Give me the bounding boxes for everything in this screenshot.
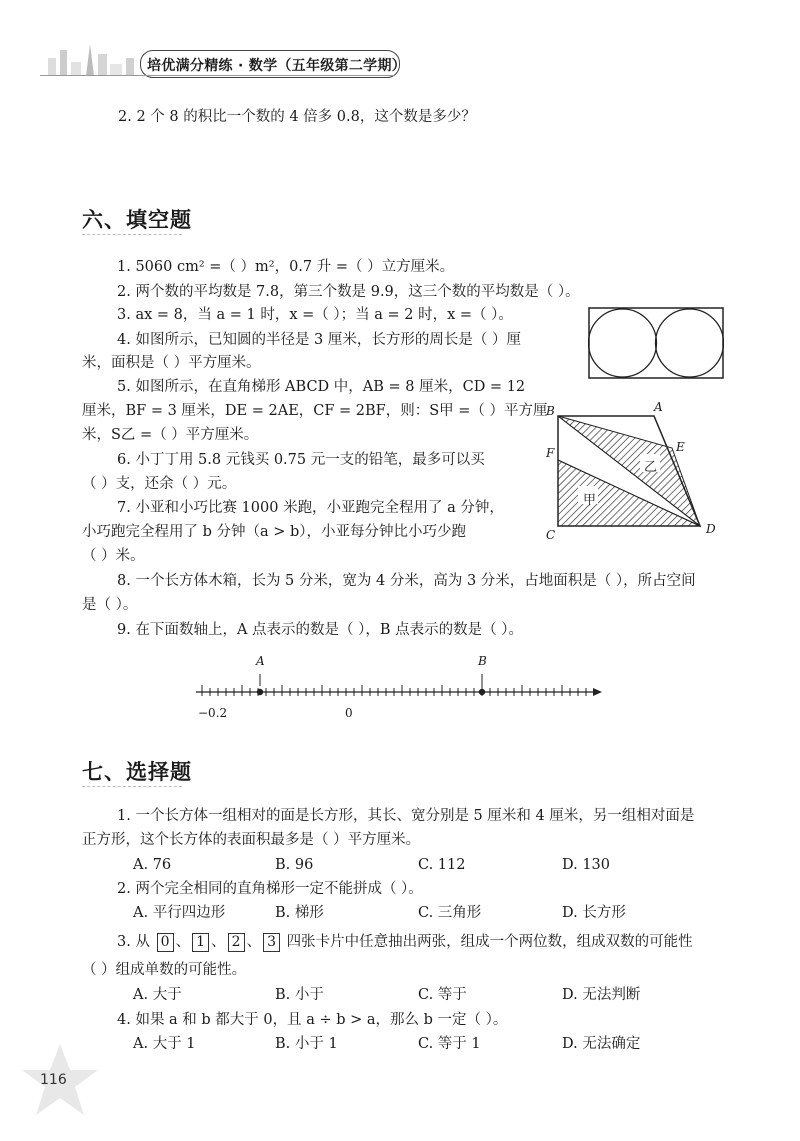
fill-q8-line2: 是（ ）。: [82, 597, 138, 613]
trapezoid-label-a: A: [654, 400, 663, 414]
section-title-multiple-choice: 七、选择题: [82, 760, 192, 784]
choice-q1-option-d: D. 130: [562, 857, 611, 873]
choice-q3-suffix: 四张卡片中任意抽出两张，组成一个两位数，组成双数的可能性: [286, 934, 693, 950]
fill-q7-line1: 7. 小亚和小巧比赛 1000 米跑，小亚跑完全程用了 a 分钟，: [117, 500, 504, 516]
choice-q3-line1: [117, 932, 693, 952]
card-separator: 、: [175, 934, 191, 950]
card-2: 2: [228, 933, 245, 952]
choice-q1-option-b: B. 96: [275, 857, 314, 873]
choice-q3-option-d: D. 无法判断: [562, 987, 641, 1003]
choice-q2-option-c: C. 三角形: [418, 905, 482, 921]
card-separator: 、: [211, 934, 226, 950]
numberline-label-b: B: [478, 654, 487, 668]
numberline-label-minus: −0.2: [198, 706, 228, 720]
section-rule: [82, 786, 182, 787]
fill-q6-line1: 6. 小丁丁用 5.8 元钱买 0.75 元一支的铅笔，最多可以买: [117, 452, 485, 468]
card-3: 3: [263, 933, 280, 952]
choice-q3-option-a: A. 大于: [133, 987, 182, 1003]
choice-q3-line2: （ ）组成单数的可能性。: [82, 962, 247, 978]
figure-two-circles-rectangle: [588, 307, 724, 379]
header-rule: [40, 75, 395, 76]
fill-q1: 1. 5060 cm² =（ ）m²，0.7 升 =（ ）立方厘米。: [117, 259, 455, 275]
header-skyline-decoration: [40, 40, 150, 76]
choice-q2-option-d: D. 长方形: [562, 905, 626, 921]
choice-q2: 2. 两个完全相同的直角梯形一定不能拼成（ ）。: [117, 881, 423, 897]
trapezoid-label-jia: 甲: [583, 493, 597, 508]
trapezoid-label-e: E: [676, 440, 685, 454]
fill-q3: 3. ax = 8，当 a = 1 时，x =（ ）；当 a = 2 时，x =（ ）。: [117, 307, 513, 323]
numberline-label-zero: 0: [345, 706, 353, 720]
fill-q5-line3: 米，S乙 =（ ）平方厘米。: [82, 427, 259, 443]
trapezoid-label-c: C: [546, 528, 556, 542]
fill-q8-line1: 8. 一个长方体木箱，长为 5 分米，宽为 4 分米，高为 3 分米，占地面积是（ ），所占空间: [117, 573, 696, 589]
fill-q2: 2. 两个数的平均数是 7.8，第三个数是 9.9，这三个数的平均数是（ ）。: [117, 284, 580, 300]
fill-q5-line2: 厘米，BF = 3 厘米，DE = 2AE，CF = 2BF，则：S甲 =（ ）平方厘: [82, 403, 548, 419]
choice-q4-option-a: A. 大于 1: [133, 1036, 196, 1052]
choice-q4-option-d: D. 无法确定: [562, 1036, 641, 1052]
fill-q9: 9. 在下面数轴上，A 点表示的数是（ ），B 点表示的数是（ ）。: [117, 622, 524, 638]
numberline-label-a: A: [256, 654, 265, 668]
fill-q4-line1: 4. 如图所示，已知圆的半径是 3 厘米，长方形的周长是（ ）厘: [117, 332, 521, 348]
trapezoid-label-yi: 乙: [644, 460, 658, 475]
choice-q1-line2: 正方形，这个长方体的表面积最多是（ ）平方厘米。: [82, 832, 421, 848]
trapezoid-label-f: F: [546, 446, 555, 460]
card-separator: 、: [246, 934, 262, 950]
choice-q3-prefix: 3. 从: [117, 934, 150, 950]
number-line: [190, 652, 610, 722]
problem-2-carryover: 2. 2 个 8 的积比一个数的 4 倍多 0.8，这个数是多少？: [118, 109, 476, 125]
header-title: 培优满分精练 · 数学（五年级第二学期）: [147, 58, 407, 74]
choice-q3-option-c: C. 等于: [418, 987, 467, 1003]
figure-trapezoid-abcd: [540, 398, 730, 546]
card-1: 1: [192, 933, 209, 952]
card-0: 0: [157, 933, 174, 952]
choice-q4-option-c: C. 等于 1: [418, 1036, 481, 1052]
choice-q4: 4. 如果 a 和 b 都大于 0，且 a ÷ b > a，那么 b 一定（ ）。: [117, 1012, 508, 1028]
fill-q5-line1: 5. 如图所示，在直角梯形 ABCD 中，AB = 8 厘米，CD = 12: [117, 379, 526, 395]
fill-q7-line3: （ ）米。: [82, 548, 145, 564]
page-number: 116: [40, 1072, 67, 1088]
choice-q1-option-a: A. 76: [133, 857, 172, 873]
choice-q2-option-a: A. 平行四边形: [133, 905, 226, 921]
choice-q2-option-b: B. 梯形: [275, 905, 324, 921]
choice-q3-option-b: B. 小于: [275, 987, 324, 1003]
choice-q1-line1: 1. 一个长方体一组相对的面是长方形，其长、宽分别是 5 厘米和 4 厘米，另一组相对面是: [117, 808, 695, 824]
fill-q7-line2: 小巧跑完全程用了 b 分钟（a > b），小亚每分钟比小巧少跑: [82, 524, 467, 540]
trapezoid-label-b: B: [546, 404, 555, 418]
choice-q1-option-c: C. 112: [418, 857, 466, 873]
fill-q6-line2: （ ）支，还余（ ）元。: [82, 476, 237, 492]
choice-q4-option-b: B. 小于 1: [275, 1036, 338, 1052]
fill-q4-line2: 米，面积是（ ）平方厘米。: [82, 355, 261, 371]
trapezoid-label-d: D: [706, 522, 716, 536]
section-title-fill-in: 六、填空题: [82, 208, 192, 232]
section-rule: [82, 234, 182, 235]
